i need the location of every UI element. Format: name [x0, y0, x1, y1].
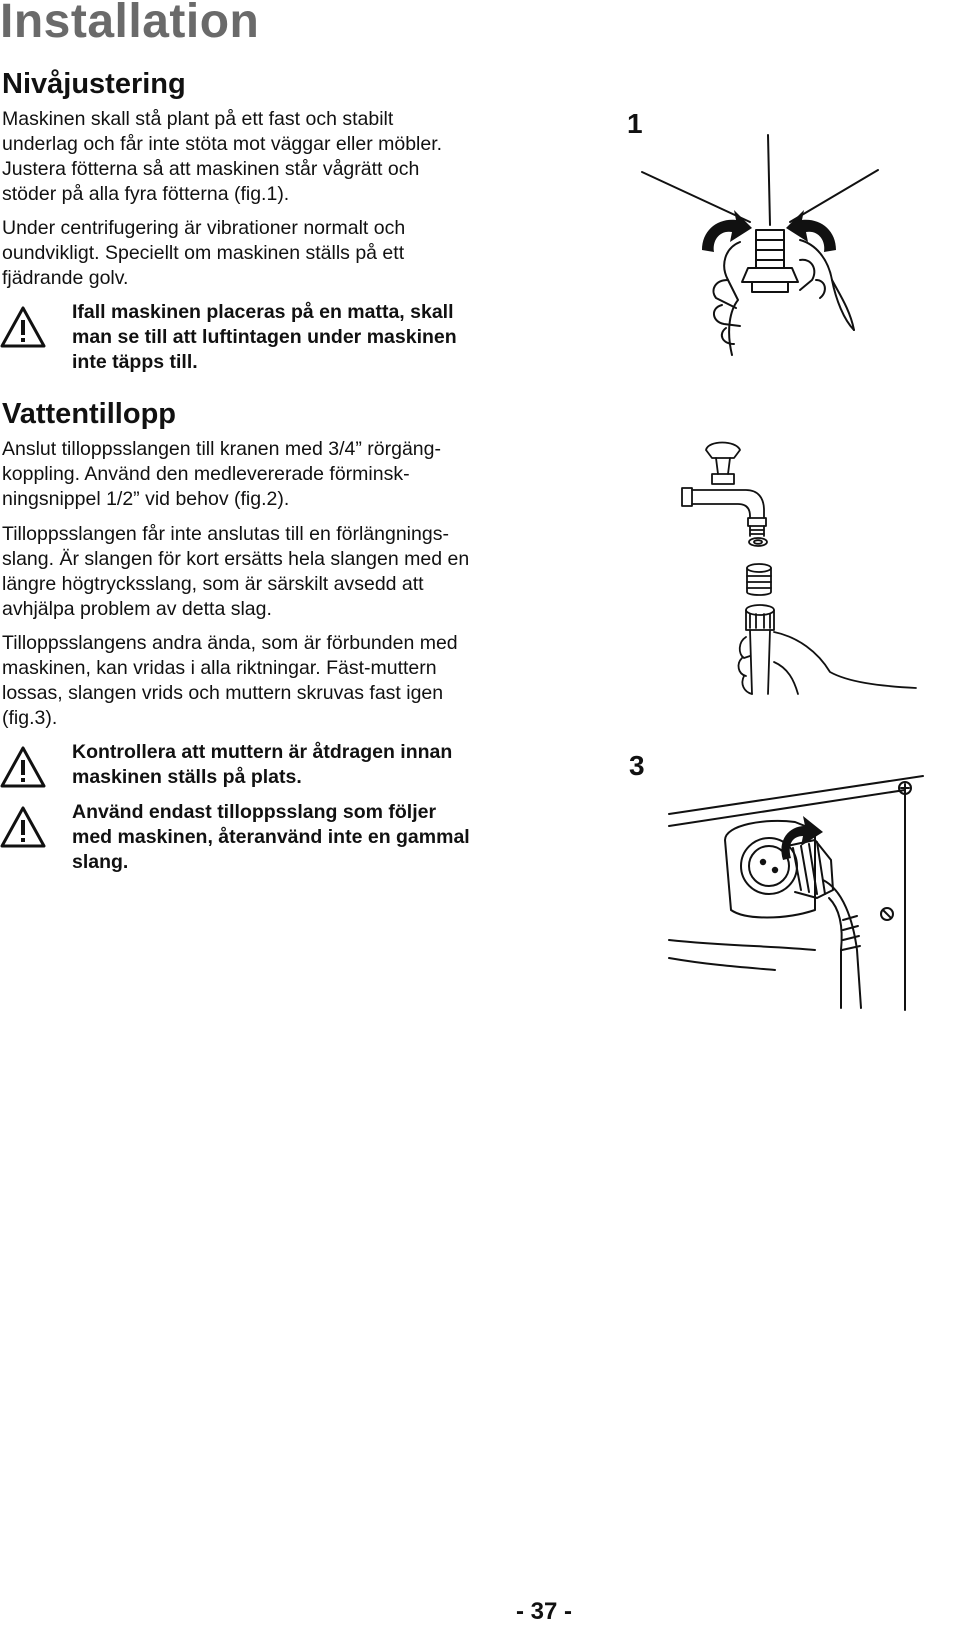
paragraph: Tilloppsslangens andra ända, som är förbunden med maskinen, kan vridas i alla riktningar. Fäst-muttern lossas, slangen vrids och muttern skruvas fast igen (fig.3). [2, 632, 458, 729]
adjustable-foot-illustration [640, 130, 880, 365]
warning-triangle-icon [0, 306, 46, 348]
page-number: - 37 - [515, 1598, 572, 1625]
section-heading-vattentillopp: Vattentillopp [2, 398, 176, 430]
paragraph: Anslut tilloppsslangen till kranen med 3/4” rörgäng-koppling. Använd den medlevererade förminsk-ningsnippel 1/2” vid behov (fig.2). [2, 438, 441, 510]
figure-label: 3 [629, 750, 645, 781]
page-title: Installation [0, 0, 260, 48]
tap-hose-connection-illustration [678, 432, 918, 702]
section-heading-nivajustering: Nivåjustering [2, 68, 186, 100]
warning-triangle-icon [0, 806, 46, 848]
warning-triangle-icon [0, 746, 46, 788]
warning-text: Ifall maskinen placeras på en matta, skall man se till att luftintagen under maskinen inte täpps till. [72, 301, 457, 373]
figure-label: 1 [627, 108, 643, 139]
warning-text: Kontrollera att muttern är åtdragen innan maskinen ställs på plats. [72, 741, 453, 788]
paragraph: Maskinen skall stå plant på ett fast och stabilt underlag och får inte stöta mot väggar eller möbler. Justera fötterna så att maskinen står vågrätt och stöder på alla fyra fötterna (fig.1). [2, 108, 443, 205]
warning-text: Använd endast tilloppsslang som följer med maskinen, återanvänd inte en gammal slang. [72, 801, 470, 873]
paragraph: Tilloppsslangen får inte anslutas till en förlängnings-slang. Är slangen för kort ersätts hela slangen med en längre högtrycksslang, som är särskilt avsedd att avhjälpa problem av detta slag. [2, 523, 470, 620]
paragraph: Under centrifugering är vibrationer normalt och oundvikligt. Speciellt om maskinen ställs på ett fjädrande golv. [2, 217, 406, 289]
machine-hose-nut-illustration [665, 770, 927, 1015]
